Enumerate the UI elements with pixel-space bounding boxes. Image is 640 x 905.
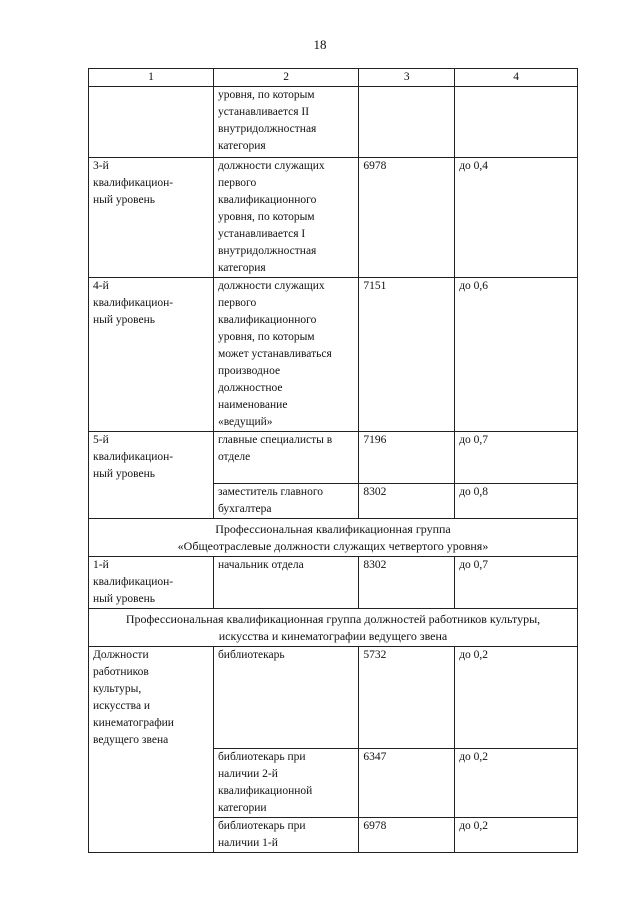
cell-salary: 6347 bbox=[359, 749, 455, 818]
cell-coefficient: до 0,2 bbox=[455, 818, 578, 853]
page-number: 18 bbox=[313, 37, 327, 52]
cell-coefficient: до 0,2 bbox=[455, 647, 578, 749]
cell-position: главные специалисты в отделе bbox=[213, 432, 358, 484]
header-col-3: 3 bbox=[359, 69, 455, 87]
cell-level bbox=[89, 87, 214, 158]
cell-coefficient: до 0,2 bbox=[455, 749, 578, 818]
cell-position: библиотекарь bbox=[213, 647, 358, 749]
cell-salary: 8302 bbox=[359, 484, 455, 519]
cell-coefficient: до 0,6 bbox=[455, 278, 578, 432]
table-row bbox=[89, 87, 578, 158]
group-heading: Профессиональная квалификационная группа «Общеотраслевые должности служащих четвертого уровня» bbox=[89, 519, 578, 557]
table-row bbox=[89, 278, 578, 432]
cell-level: 4-й квалификацион- ный уровень bbox=[89, 278, 214, 432]
table-row bbox=[89, 432, 578, 484]
header-col-4: 4 bbox=[455, 69, 578, 87]
cell-coefficient: до 0,4 bbox=[455, 158, 578, 278]
cell-position: библиотекарь при наличии 2-й квалификационной категории bbox=[213, 749, 358, 818]
header-col-2: 2 bbox=[213, 69, 358, 87]
cell-position: начальник отдела bbox=[213, 557, 358, 609]
group-heading-row bbox=[89, 519, 578, 557]
cell-position: библиотекарь при наличии 1-й bbox=[213, 818, 358, 853]
cell-level: 1-й квалификацион- ный уровень bbox=[89, 557, 214, 609]
cell-position: должности служащих первого квалификационного уровня, по которым может устанавливаться производное должностное наименование «ведущий» bbox=[213, 278, 358, 432]
cell-position: уровня, по которым устанавливается II внутридолжностная категория bbox=[213, 87, 358, 158]
cell-salary: 7196 bbox=[359, 432, 455, 484]
header-col-1: 1 bbox=[89, 69, 214, 87]
cell-salary: 5732 bbox=[359, 647, 455, 749]
table-row bbox=[89, 557, 578, 609]
cell-salary: 6978 bbox=[359, 818, 455, 853]
table-header-row bbox=[89, 69, 578, 87]
salary-table bbox=[88, 68, 578, 853]
cell-coefficient: до 0,7 bbox=[455, 432, 578, 484]
cell-level: 3-й квалификацион- ный уровень bbox=[89, 158, 214, 278]
table-row bbox=[89, 158, 578, 278]
group-heading: Профессиональная квалификационная группа должностей работников культуры, искусства и кинематографии ведущего звена bbox=[89, 609, 578, 647]
cell-level: 5-й квалификацион- ный уровень bbox=[89, 432, 214, 519]
cell-salary: 8302 bbox=[359, 557, 455, 609]
cell-coefficient: до 0,8 bbox=[455, 484, 578, 519]
cell-coefficient: до 0,7 bbox=[455, 557, 578, 609]
cell-level: Должности работников культуры, искусства и кинематографии ведущего звена bbox=[89, 647, 214, 853]
cell-coefficient bbox=[455, 87, 578, 158]
group-heading-row bbox=[89, 609, 578, 647]
cell-salary: 6978 bbox=[359, 158, 455, 278]
cell-salary: 7151 bbox=[359, 278, 455, 432]
cell-position: должности служащих первого квалификационного уровня, по которым устанавливается I внутридолжностная категория bbox=[213, 158, 358, 278]
table-row bbox=[89, 647, 578, 749]
cell-position: заместитель главного бухгалтера bbox=[213, 484, 358, 519]
cell-salary bbox=[359, 87, 455, 158]
